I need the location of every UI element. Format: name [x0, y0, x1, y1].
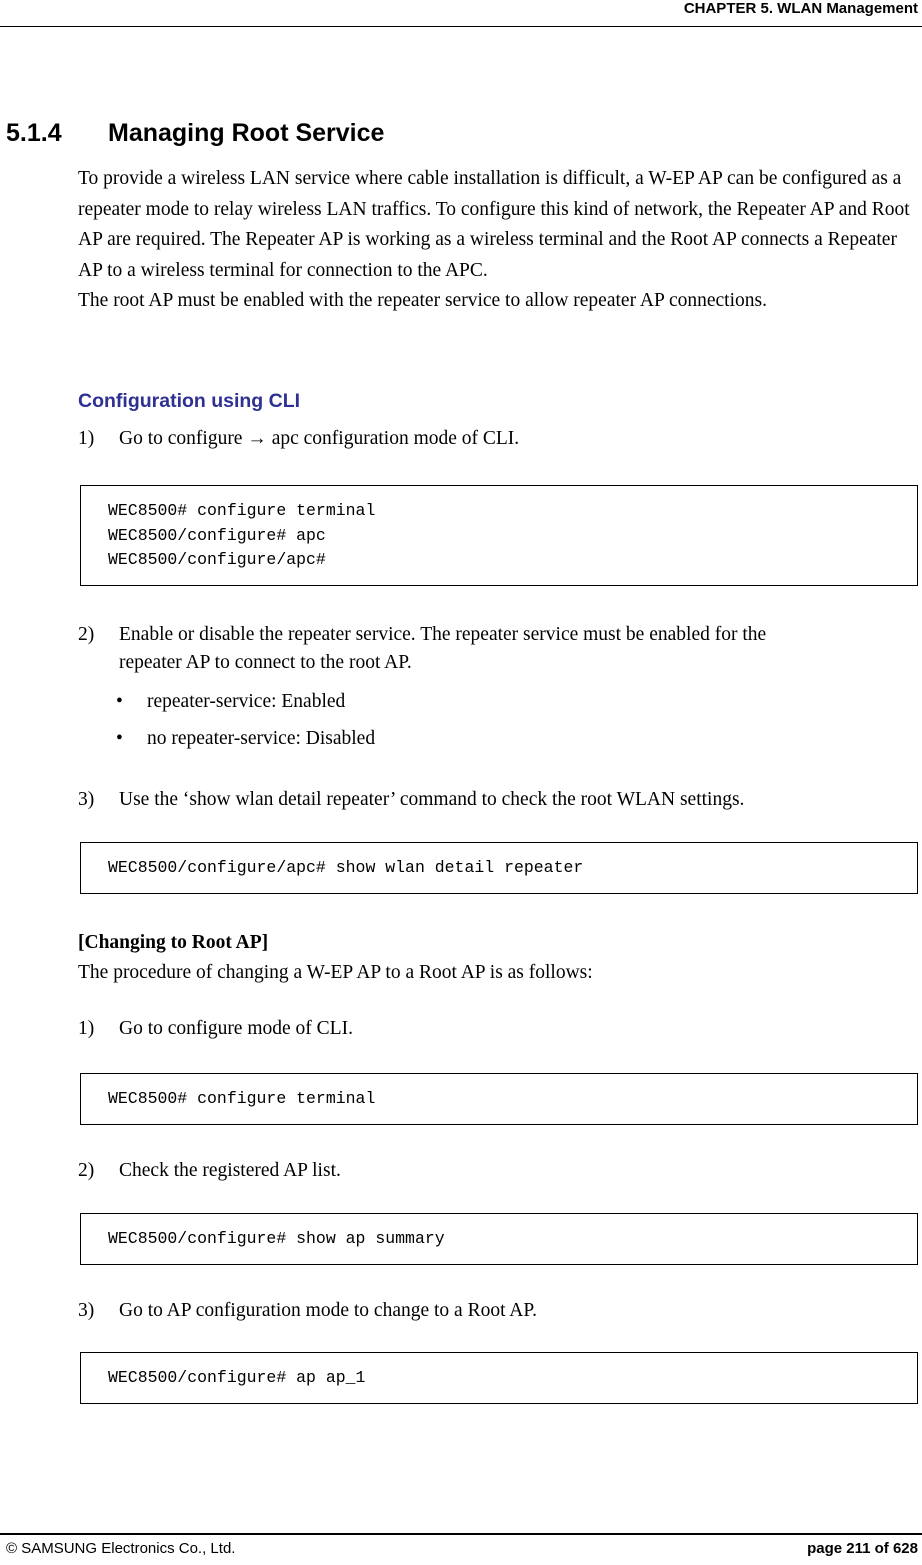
code-block-configure-apc: WEC8500# configure terminal WEC8500/configure# apc WEC8500/configure/apc#	[80, 485, 918, 586]
section-title: Managing Root Service	[108, 119, 385, 147]
root-step-2	[78, 1157, 341, 1185]
footer-divider	[0, 1533, 922, 1535]
step-text: Go to AP configuration mode to change to a Root AP.	[119, 1300, 537, 1321]
intro-paragraph-1: To provide a wireless LAN service where cable installation is difficult, a W-EP AP can be configured as a repeater mode to relay wireless LAN traffics. To configure this kind of network, the Repeater AP and Root AP are required. The Repeater AP is working as a wireless terminal and the Root AP connects a Repeater AP to a wireless terminal for connection to the APC.	[78, 168, 910, 281]
footer-copyright: © SAMSUNG Electronics Co., Ltd.	[6, 1540, 236, 1557]
step-number: 1)	[78, 428, 95, 449]
intro-paragraph-2: The root AP must be enabled with the repeater service to allow repeater AP connections.	[78, 290, 767, 311]
config-cli-heading: Configuration using CLI	[78, 390, 301, 412]
step-number: 3)	[78, 1300, 95, 1321]
footer-page-number: page 211 of 628	[807, 1540, 918, 1557]
bullet-text: no repeater-service: Disabled	[147, 728, 376, 749]
step-number: 1)	[78, 1018, 95, 1039]
code-block-configure-terminal: WEC8500# configure terminal	[80, 1073, 918, 1125]
root-step-1	[78, 1015, 353, 1043]
code-block-ap-config: WEC8500/configure# ap ap_1	[80, 1352, 918, 1404]
changing-root-intro: The procedure of changing a W-EP AP to a Root AP is as follows:	[78, 962, 593, 983]
bullet-mark: •	[116, 691, 123, 712]
bullet-mark: •	[116, 728, 123, 749]
changing-root-heading: [Changing to Root AP]	[78, 932, 269, 953]
step-number: 3)	[78, 789, 95, 810]
intro-text	[78, 164, 918, 317]
step-text: Enable or disable the repeater service. The repeater service must be enabled for the	[119, 624, 767, 645]
step-number: 2)	[78, 624, 95, 645]
chapter-header: CHAPTER 5. WLAN Management	[683, 0, 918, 17]
bullet-text: repeater-service: Enabled	[147, 691, 346, 712]
step-text: Go to configure mode of CLI.	[119, 1018, 353, 1039]
cli-step-1	[78, 425, 519, 453]
bullet-repeater-enabled	[116, 688, 345, 716]
cli-step-2	[78, 621, 766, 677]
cli-step-3	[78, 786, 744, 814]
step-text-continued: repeater AP to connect to the root AP.	[119, 652, 412, 673]
step-text: Check the registered AP list.	[119, 1160, 341, 1181]
section-heading	[6, 116, 384, 150]
code-block-show-ap-summary: WEC8500/configure# show ap summary	[80, 1213, 918, 1265]
section-number: 5.1.4	[6, 119, 62, 147]
header-divider	[0, 26, 922, 27]
step-text: Go to configure → apc configuration mode of CLI.	[119, 428, 520, 449]
step-number: 2)	[78, 1160, 95, 1181]
root-step-3	[78, 1297, 537, 1325]
step-text: Use the ‘show wlan detail repeater’ command to check the root WLAN settings.	[119, 789, 745, 810]
code-block-show-wlan: WEC8500/configure/apc# show wlan detail repeater	[80, 842, 918, 894]
bullet-repeater-disabled	[116, 725, 375, 753]
